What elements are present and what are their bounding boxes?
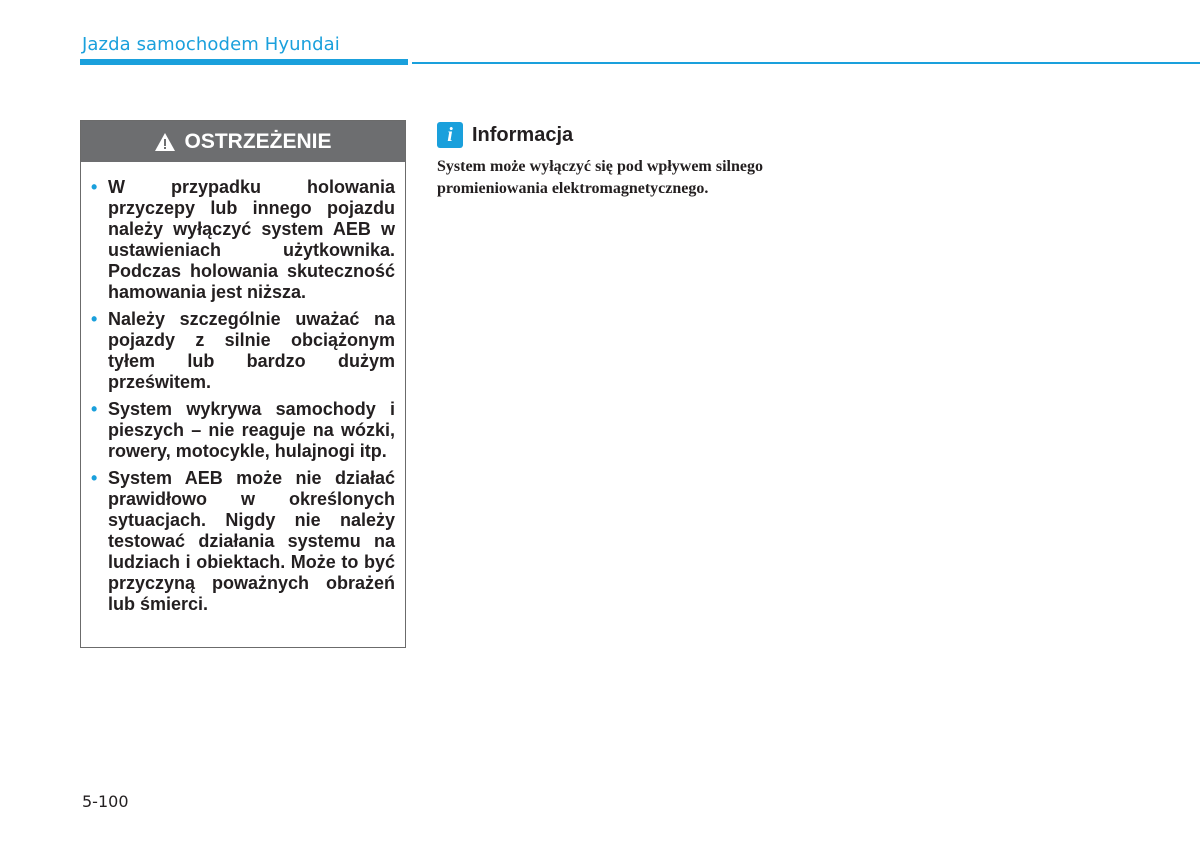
warning-item: • Należy szczególnie uważać na pojazdy z silnie obciążonym tyłem lub bardzo dużym prześwitem.	[108, 309, 395, 393]
info-text: System może wyłączyć się pod wpływem silnego promieniowania elektromagnetycznego.	[437, 158, 763, 197]
info-icon: i	[437, 122, 463, 148]
info-header	[437, 121, 763, 149]
header-rule-thick	[80, 59, 408, 65]
warning-item: • System AEB może nie działać prawidłowo w określonych sytuacjach. Nigdy nie należy testować działania systemu na ludziach i obiektach. Może to być przyczyną poważnych obrażeń lub śmierci.	[108, 468, 395, 615]
warning-list	[81, 162, 405, 615]
page-number: 5-100	[82, 792, 129, 811]
warning-item: • W przypadku holowania przyczepy lub innego pojazdu należy wyłączyć system AEB w ustawieniach użytkownika. Podczas holowania skuteczność hamowania jest niższa.	[108, 177, 395, 303]
warning-title: OSTRZEŻENIE	[184, 129, 332, 153]
info-block	[437, 121, 763, 200]
warning-triangle-icon	[154, 132, 176, 152]
warning-box	[80, 120, 406, 648]
info-title: Informacja	[472, 123, 574, 146]
section-title: Jazda samochodem Hyundai	[82, 34, 340, 55]
warning-item: • System wykrywa samochody i pieszych – nie reaguje na wózki, rowery, motocykle, hulajnogi itp.	[108, 399, 395, 462]
header-rule-thin	[412, 62, 1200, 64]
warning-header	[81, 121, 405, 162]
